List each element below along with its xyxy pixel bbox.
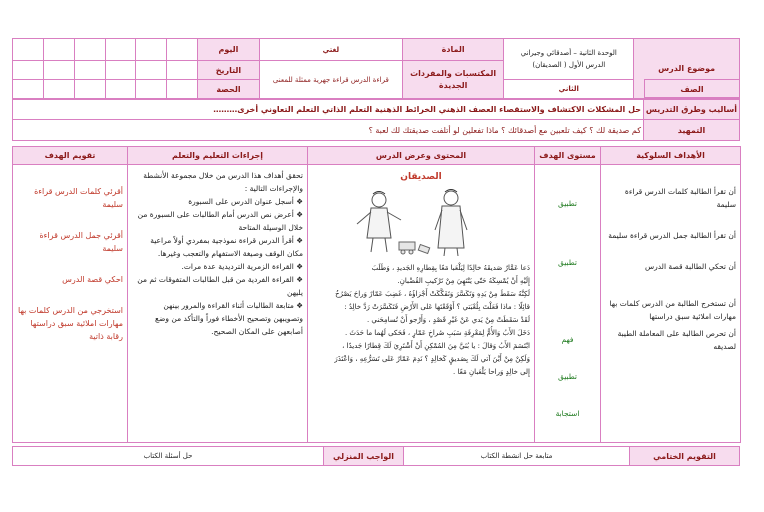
evaluation-item: أقرئي كلمات الدرس قراءة سليمة xyxy=(34,187,123,209)
objectives-column xyxy=(601,165,741,443)
lesson-body-table xyxy=(12,146,741,443)
methods-label: أساليب وطرق التدريس xyxy=(644,100,740,120)
date-cell xyxy=(74,61,105,80)
objective-item: أن تحرص الطالبة على المعاملة الطيبة لصديقه xyxy=(617,329,736,351)
story-line: قائِلًا : ماذا فَعَلْتَ بِلُعْبَتي ؟ أَوْقَعْتَها عَلى الأَرْضِ فَتَكَسَّرَتْ رَدَّ خالِدٌ : xyxy=(344,303,530,311)
level-item: فهم xyxy=(561,335,574,344)
objectives-header: الأهداف السلوكية xyxy=(601,147,741,165)
methods-table xyxy=(12,99,740,141)
day-cell xyxy=(136,39,167,61)
evaluation-item: احكي قصة الدرس xyxy=(62,275,123,284)
class-cell xyxy=(167,80,198,99)
objective-item: أن تقرأ الطالبة جمل الدرس قراءة سليمة xyxy=(608,231,736,240)
class-cell xyxy=(74,80,105,99)
story-line: إِلَيْهِ أَنْ يُمْسِكَهُ حَتّى يَنْتَهِيَ مِنْ تَرْكيبِ القُضْبانِ. xyxy=(397,277,530,285)
story-text xyxy=(312,262,530,379)
lesson-topic-label: موضوع الدرس xyxy=(634,39,740,99)
story-line: إِلى خالِدٍ وَراحا يَلْعَبانِ مَعًا . xyxy=(453,368,530,376)
story-title: الصديقان xyxy=(400,172,442,182)
broken-train-icon xyxy=(399,242,430,254)
evaluation-item: استخرجي من الدرس كلمات بها مهارات املائية سبق دراستها xyxy=(18,306,123,328)
grade-label: الصف xyxy=(644,79,740,98)
date-label: التاريخ xyxy=(198,61,260,80)
boy-figure-left xyxy=(357,192,401,253)
date-cell xyxy=(13,61,44,80)
day-cell xyxy=(74,39,105,61)
grade-value: الثاني xyxy=(504,80,634,99)
objective-item: أن تقرأ الطالبة كلمات الدرس قراءة سليمة xyxy=(624,187,736,209)
story-line: وَلَكِنْ مِنْ أَيْنَ آتي لَكَ بِصَديقٍ كَخالِدٍ ؟ نَدِمَ عَمّارٌ عَلى تَسَرُّعِهِ ، وَاعْتَذَرَ xyxy=(334,355,530,363)
class-label: الحصة xyxy=(198,80,260,99)
procedure-item: ❖ أعرض نص الدرس أمام الطالبات على السبورة من خلال الوسيلة المتاحة xyxy=(137,210,303,232)
level-item: استجابة xyxy=(555,409,580,418)
class-cell xyxy=(13,80,44,99)
story-illustration xyxy=(321,186,521,258)
date-cell xyxy=(105,61,136,80)
procedure-item: ❖ القراءة الفردية من قبل الطالبات المتفوقات ثم من يليهن xyxy=(137,275,303,297)
date-cell xyxy=(136,61,167,80)
intro-text: كم صديقة لك ؟ كيف تلعبين مع أصدقائك ؟ ماذا تفعلين لو أتلفت صديقتك لك لعبة ؟ xyxy=(13,120,644,141)
homework-value: حل أسئلة الكتاب xyxy=(13,447,324,466)
procedure-item: ❖ متابعة الطالبات أثناء القراءة والمرور بينهن وتصويبهن وتصحيح الأخطاء فوراً والتأكد من وضع أصابعهن على المكان الصحيح. xyxy=(155,301,303,336)
skills-value: قراءة الدرس قراءة جهرية ممثلة للمعنى xyxy=(259,61,402,99)
evaluation-column xyxy=(13,165,128,443)
level-item: تطبيق xyxy=(557,199,578,208)
lesson-unit xyxy=(504,39,634,80)
day-cell xyxy=(167,39,198,61)
homework-label: الواجب المنزلي xyxy=(324,447,404,466)
level-column xyxy=(535,165,601,443)
level-header: مستوى الهدف xyxy=(535,147,601,165)
unit-text: الوحدة الثانية – أصدقائي وجيراني xyxy=(520,49,617,57)
evaluation-header: تقويم الهدف xyxy=(13,147,128,165)
level-item: تطبيق xyxy=(557,372,578,381)
objective-item: أن تحكي الطالبة قصة الدرس xyxy=(644,262,736,271)
day-label: اليوم xyxy=(198,39,260,61)
content-column xyxy=(308,165,535,443)
methods-items: حل المشكلات الاكتشاف والاستقصاء العصف الذهني الخرائط الذهنية التعلم الذاتي التعلم التعاوني أخرى……… xyxy=(13,100,644,120)
date-cell xyxy=(167,61,198,80)
intro-label: التمهيد xyxy=(644,120,740,141)
procedure-item: ❖ أسجل عنوان الدرس على السبورة xyxy=(188,197,303,206)
procedures-header: إجراءات التعليم والتعلم xyxy=(128,147,308,165)
class-cell xyxy=(136,80,167,99)
evaluation-item: أقرئي جمل الدرس قراءة سليمة xyxy=(39,231,123,253)
day-cell xyxy=(13,39,44,61)
footer-table xyxy=(12,446,740,466)
day-cell xyxy=(105,39,136,61)
subject-label: المادة xyxy=(402,39,503,61)
boy-figure-right xyxy=(435,190,467,257)
final-evaluation-label: التقويم الختامي xyxy=(630,447,740,466)
procedures-column xyxy=(128,165,308,443)
skills-label: المكتسبات والمفردات الجديدة xyxy=(402,61,503,99)
level-item: تطبيق xyxy=(557,258,578,267)
final-evaluation-value: متابعة حل انشطة الكتاب xyxy=(404,447,630,466)
content-header: المحتوى وعرض الدرس xyxy=(308,147,535,165)
class-cell xyxy=(105,80,136,99)
story-line: لَكِنَّهُ سَقَطَ مِنْ يَدِهِ وَتَكَسَّرَ وَتَفَكَّكَتْ أَجْزاؤُهُ ، غَضِبَ عَمّارٌ وَراحَ يَصْرُخُ xyxy=(335,290,530,298)
evaluation-item: رقابة ذاتية xyxy=(89,332,123,341)
procedure-item: تحقق أهداف هذا الدرس من خلال مجموعة الأنشطة والإجراءات التالية : xyxy=(143,171,303,193)
subject-value: لغتي xyxy=(259,39,402,61)
date-cell xyxy=(43,61,74,80)
class-cell xyxy=(43,80,74,99)
lesson-info-table xyxy=(12,38,740,99)
procedure-item: ❖ أقرأ الدرس قراءة نموذجية بمفردي أولاً مراعية مكان الوقف وصيغة الاستفهام والتعجب وغيرها. xyxy=(150,236,303,258)
day-cell xyxy=(43,39,74,61)
story-line: دَخَلَ الأَبُ وَالأُمُّ لِمَعْرِفَةِ سَبَبِ صُراخِ عَمّارٍ ، فَحَكى لَهُما ما حَدَثَ . xyxy=(344,329,530,337)
procedure-item: ❖ القراءة الزمرية الترديدية عدة مرات. xyxy=(181,262,303,271)
story-line: لَقَدْ سَقَطَتْ مِنْ يَدي عَنْ غَيْرِ قَصْدٍ ، وَأَرْجو أَنْ تُسامِحَني . xyxy=(366,316,530,324)
lesson-text: الدرس الأول ( الصديقان) xyxy=(532,61,606,69)
story-line: ابْتَسَمَ الأَبُ وَقالَ : يا بُنَيَّ مِنَ المُمْكِنِ أَنْ أَشْتَرِيَ لَكَ قِطارًا جَديدًا ، xyxy=(342,342,530,350)
lesson-plan xyxy=(12,38,740,466)
story-line: دَعا عَمَّارٌ صَديقَهُ خالِدًا لِيَلْعَبا مَعًا بِقِطارِهِ الجَديدِ ، وَطَلَبَ xyxy=(371,264,530,272)
objective-item: أن تستخرج الطالبة من الدرس كلمات بها مهارات املائية سبق دراستها xyxy=(609,299,736,321)
